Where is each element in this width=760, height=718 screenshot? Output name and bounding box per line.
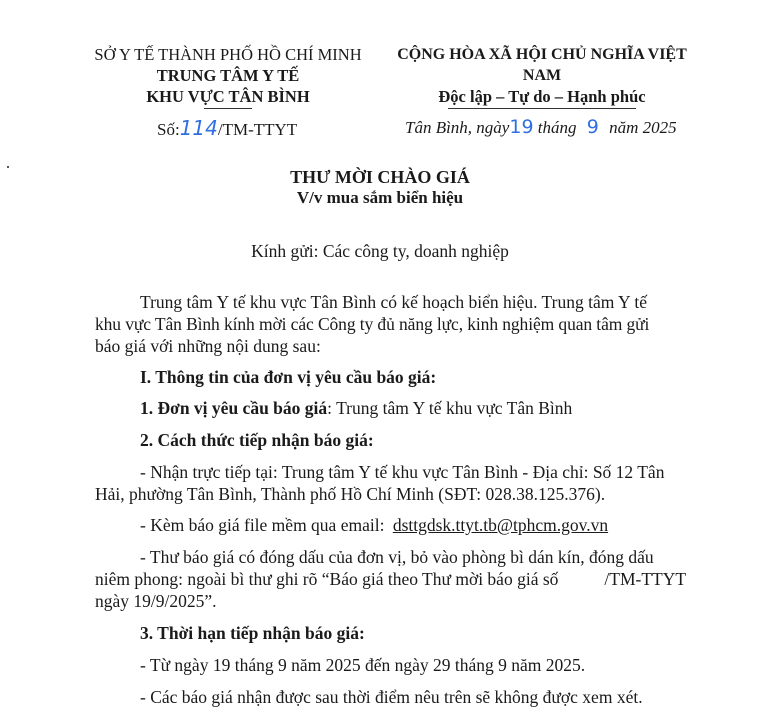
deadline-heading: 3. Thời hạn tiếp nhận báo giá:: [140, 623, 365, 643]
date-place: Tân Bình, ngày: [405, 118, 510, 137]
email-prefix: - Kèm báo giá file mềm qua email:: [140, 515, 385, 535]
agency-header: [88, 44, 368, 109]
document-subject: V/v mua sắm biển hiệu: [296, 188, 464, 207]
deadline-line-2: - Các báo giá nhận được sau thời điểm nêu trên sẽ không được xem xét.: [140, 687, 643, 707]
recipient-line: Kính gửi: Các công ty, doanh nghiệp: [251, 241, 509, 261]
seal-line-1: - Thư báo giá có đóng dấu của đơn vị, bỏ vào phòng bì dán kín, đóng dấu: [140, 547, 654, 567]
date-year: năm 2025: [609, 118, 677, 137]
handwritten-day: 19: [509, 116, 534, 138]
motto-underline: [448, 108, 636, 109]
handwritten-month: 9: [586, 116, 599, 138]
agency-name-line2: KHU VỰC TÂN BÌNH: [146, 87, 310, 106]
parent-agency: SỞ Y TẾ THÀNH PHỐ HỒ CHÍ MINH: [94, 45, 362, 64]
national-title: CỘNG HÒA XÃ HỘI CHỦ NGHĨA VIỆT NAM: [397, 46, 687, 84]
email-link[interactable]: dsttgdsk.ttyt.tb@tphcm.gov.vn: [392, 515, 609, 535]
scan-speck: [7, 166, 9, 168]
direct-receipt-line-1: - Nhận trực tiếp tại: Trung tâm Y tế khu vực Tân Bình - Địa chỉ: Số 12 Tân: [140, 462, 665, 482]
document-title: THƯ MỜI CHÀO GIÁ: [290, 167, 470, 187]
seal-line-2: [95, 568, 686, 590]
document-number: [157, 116, 297, 140]
handwritten-number: 114: [179, 116, 218, 140]
direct-receipt-line-2: Hải, phường Tân Bình, Thành phố Hồ Chí Minh (SĐT: 028.38.125.376).: [95, 484, 606, 504]
intro-line-3: báo giá với những nội dung sau:: [95, 336, 321, 356]
requesting-unit: [140, 397, 572, 419]
date-line: [405, 116, 677, 138]
deadline-line-1: - Từ ngày 19 tháng 9 năm 2025 đến ngày 29 tháng 9 năm 2025.: [140, 655, 586, 675]
number-suffix: /TM-TTYT: [217, 120, 298, 139]
seal-line-3: ngày 19/9/2025”.: [95, 591, 217, 611]
intro-line-1: Trung tâm Y tế khu vực Tân Bình có kế hoạch biển hiệu. Trung tâm Y tế: [140, 292, 648, 312]
receipt-method-heading: 2. Cách thức tiếp nhận báo giá:: [140, 430, 374, 450]
national-motto: Độc lập – Tự do – Hạnh phúc: [438, 87, 646, 106]
email-line: [140, 514, 608, 536]
requesting-unit-label: 1. Đơn vị yêu cầu báo giá: [140, 398, 328, 418]
number-prefix: Số:: [157, 120, 180, 139]
agency-underline: [204, 108, 252, 109]
seal-line-2-text: niêm phong: ngoài bì thư ghi rõ “Báo giá theo Thư mời báo giá số: [95, 569, 559, 589]
section-1-heading: I. Thông tin của đơn vị yêu cầu báo giá:: [140, 367, 437, 387]
date-month-label: tháng: [537, 118, 577, 137]
requesting-unit-value: : Trung tâm Y tế khu vực Tân Bình: [327, 398, 573, 418]
national-header: [383, 44, 701, 109]
seal-line-2-number: /TM-TTYT: [604, 569, 687, 589]
agency-name-line1: TRUNG TÂM Y TẾ: [156, 66, 300, 85]
intro-line-2: khu vực Tân Bình kính mời các Công ty đủ năng lực, kinh nghiệm quan tâm gửi: [95, 314, 650, 334]
